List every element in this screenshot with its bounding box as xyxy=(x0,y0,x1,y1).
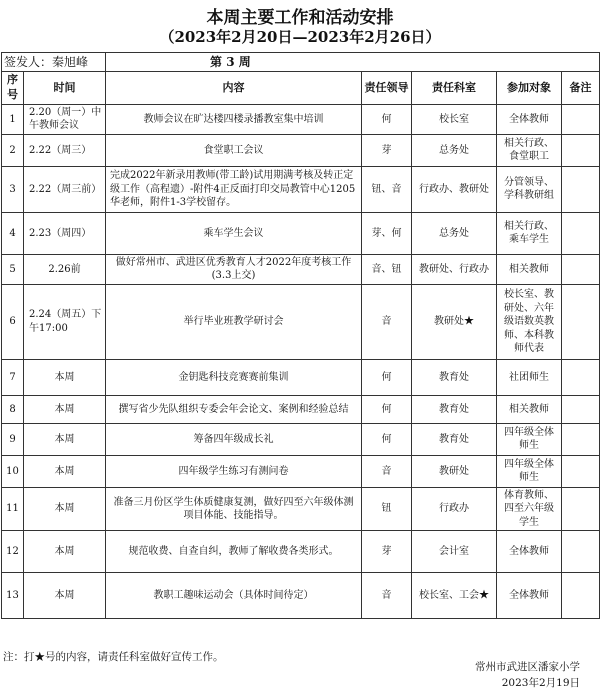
table-header-row xyxy=(2,72,600,105)
cell-no: 7 xyxy=(2,359,24,395)
table-row xyxy=(2,104,600,134)
cell-no: 5 xyxy=(2,254,24,284)
cell-time: 本周 xyxy=(24,487,106,531)
table-row xyxy=(2,166,600,212)
cell-time: 2.22（周三） xyxy=(24,134,106,166)
header-dept: 责任科室 xyxy=(412,72,497,105)
cell-dept: 教育处 xyxy=(412,359,497,395)
cell-target: 相关行政、乘车学生 xyxy=(497,212,562,254)
cell-time: 本周 xyxy=(24,573,106,619)
cell-no: 11 xyxy=(2,487,24,531)
cell-leader: 芽 xyxy=(362,531,412,573)
table-row xyxy=(2,134,600,166)
cell-dept: 行政办、教研处 xyxy=(412,166,497,212)
cell-content: 做好常州市、武进区优秀教育人才2022年度考核工作(3.3上交) xyxy=(106,254,362,284)
school-name: 常州市武进区潘家小学 xyxy=(475,661,580,673)
cell-content: 举行毕业班教学研讨会 xyxy=(106,284,362,359)
table-row xyxy=(2,395,600,423)
footer-note: 注：打★号的内容，请责任科室做好宣传工作。 xyxy=(3,651,224,663)
cell-dept: 教育处 xyxy=(412,395,497,423)
cell-time: 2.20（周一）中午教师会议 xyxy=(24,104,106,134)
cell-note xyxy=(562,166,600,212)
cell-no: 10 xyxy=(2,455,24,487)
cell-content: 筹备四年级成长礼 xyxy=(106,423,362,455)
cell-content: 四年级学生练习有测问卷 xyxy=(106,455,362,487)
cell-target: 全体教师 xyxy=(497,531,562,573)
cell-content: 准备三月份区学生体质健康复测，做好四至六年级体测项目体能、技能指导。 xyxy=(106,487,362,531)
cell-note xyxy=(562,104,600,134)
table-row xyxy=(2,423,600,455)
cell-dept: 会计室 xyxy=(412,531,497,573)
cell-target: 校长室、教研处、六年级语数英教师、本科教师代表 xyxy=(497,284,562,359)
cell-no: 2 xyxy=(2,134,24,166)
header-target: 参加对象 xyxy=(497,72,562,105)
cell-no: 1 xyxy=(2,104,24,134)
cell-dept: 教研处★ xyxy=(412,284,497,359)
cell-note xyxy=(562,212,600,254)
cell-dept: 教研处 xyxy=(412,455,497,487)
cell-no: 13 xyxy=(2,573,24,619)
cell-target: 分管领导、学科教研组 xyxy=(497,166,562,212)
cell-target: 社团师生 xyxy=(497,359,562,395)
cell-dept: 校长室 xyxy=(412,104,497,134)
signer: 签发人：秦旭峰 xyxy=(2,53,106,72)
cell-note xyxy=(562,423,600,455)
cell-note xyxy=(562,359,600,395)
cell-target: 相关行政、食堂职工 xyxy=(497,134,562,166)
cell-content: 乘车学生会议 xyxy=(106,212,362,254)
table-row xyxy=(2,284,600,359)
cell-time: 2.26前 xyxy=(24,254,106,284)
cell-target: 四年级全体师生 xyxy=(497,455,562,487)
cell-time: 本周 xyxy=(24,359,106,395)
cell-time: 2.22（周三前） xyxy=(24,166,106,212)
table-row xyxy=(2,359,600,395)
header-leader: 责任领导 xyxy=(362,72,412,105)
cell-target: 全体教师 xyxy=(497,104,562,134)
cell-note xyxy=(562,455,600,487)
issue-date: 2023年2月19日 xyxy=(501,677,580,689)
cell-target: 四年级全体师生 xyxy=(497,423,562,455)
cell-dept: 行政办 xyxy=(412,487,497,531)
page-title: 本周主要工作和活动安排 xyxy=(206,8,394,28)
cell-leader: 何 xyxy=(362,423,412,455)
cell-note xyxy=(562,284,600,359)
cell-time: 本周 xyxy=(24,423,106,455)
cell-no: 3 xyxy=(2,166,24,212)
cell-target: 相关教师 xyxy=(497,395,562,423)
table-body xyxy=(2,104,600,619)
date-range-subtitle: （2023年2月20日—2023年2月26日） xyxy=(159,28,441,46)
cell-time: 2.24（周五）下午17:00 xyxy=(24,284,106,359)
week-row xyxy=(2,53,600,72)
cell-leader: 何 xyxy=(362,395,412,423)
header-note: 备注 xyxy=(562,72,600,105)
cell-time: 本周 xyxy=(24,531,106,573)
cell-time: 2.23（周四） xyxy=(24,212,106,254)
cell-content: 规范收费、自查自纠，教师了解收费各类形式。 xyxy=(106,531,362,573)
cell-time: 本周 xyxy=(24,455,106,487)
cell-dept: 总务处 xyxy=(412,212,497,254)
cell-dept: 教育处 xyxy=(412,423,497,455)
cell-note xyxy=(562,487,600,531)
cell-no: 6 xyxy=(2,284,24,359)
cell-leader: 音、钮 xyxy=(362,254,412,284)
cell-time: 本周 xyxy=(24,395,106,423)
table-row xyxy=(2,531,600,573)
cell-content: 教职工趣味运动会（具体时间待定） xyxy=(106,573,362,619)
cell-leader: 钮、音 xyxy=(362,166,412,212)
cell-note xyxy=(562,573,600,619)
week-label: 第 3 周 xyxy=(106,53,600,72)
cell-leader: 何 xyxy=(362,104,412,134)
cell-target: 全体教师 xyxy=(497,573,562,619)
header-content: 内容 xyxy=(106,72,362,105)
cell-leader: 音 xyxy=(362,455,412,487)
table-row xyxy=(2,254,600,284)
cell-leader: 音 xyxy=(362,573,412,619)
schedule-table xyxy=(1,52,600,619)
cell-no: 4 xyxy=(2,212,24,254)
cell-no: 8 xyxy=(2,395,24,423)
cell-dept: 教研处、行政办 xyxy=(412,254,497,284)
cell-no: 12 xyxy=(2,531,24,573)
header-no: 序号 xyxy=(2,72,24,105)
cell-content: 金钥匙科技竞赛赛前集训 xyxy=(106,359,362,395)
cell-dept: 校长室、工会★ xyxy=(412,573,497,619)
cell-note xyxy=(562,134,600,166)
cell-leader: 钮 xyxy=(362,487,412,531)
cell-target: 体育教师、四至六年级学生 xyxy=(497,487,562,531)
cell-leader: 音 xyxy=(362,284,412,359)
cell-leader: 何 xyxy=(362,359,412,395)
header-time: 时间 xyxy=(24,72,106,105)
cell-content: 完成2022年新录用教师(带工龄)试用期满考核及转正定级工作（高程遗）-附件4正反面打印交局教管中心1205华老师，附件1-3学校留存。 xyxy=(106,166,362,212)
cell-target: 相关教师 xyxy=(497,254,562,284)
table-row xyxy=(2,212,600,254)
cell-dept: 总务处 xyxy=(412,134,497,166)
table-row xyxy=(2,573,600,619)
cell-no: 9 xyxy=(2,423,24,455)
cell-content: 教师会议在旷达楼四楼录播教室集中培训 xyxy=(106,104,362,134)
cell-leader: 芽 xyxy=(362,134,412,166)
table-row xyxy=(2,455,600,487)
cell-content: 食堂职工会议 xyxy=(106,134,362,166)
table-row xyxy=(2,487,600,531)
cell-note xyxy=(562,254,600,284)
cell-leader: 芽、何 xyxy=(362,212,412,254)
cell-note xyxy=(562,395,600,423)
cell-note xyxy=(562,531,600,573)
cell-content: 撰写省少先队组织专委会年会论文、案例和经验总结 xyxy=(106,395,362,423)
